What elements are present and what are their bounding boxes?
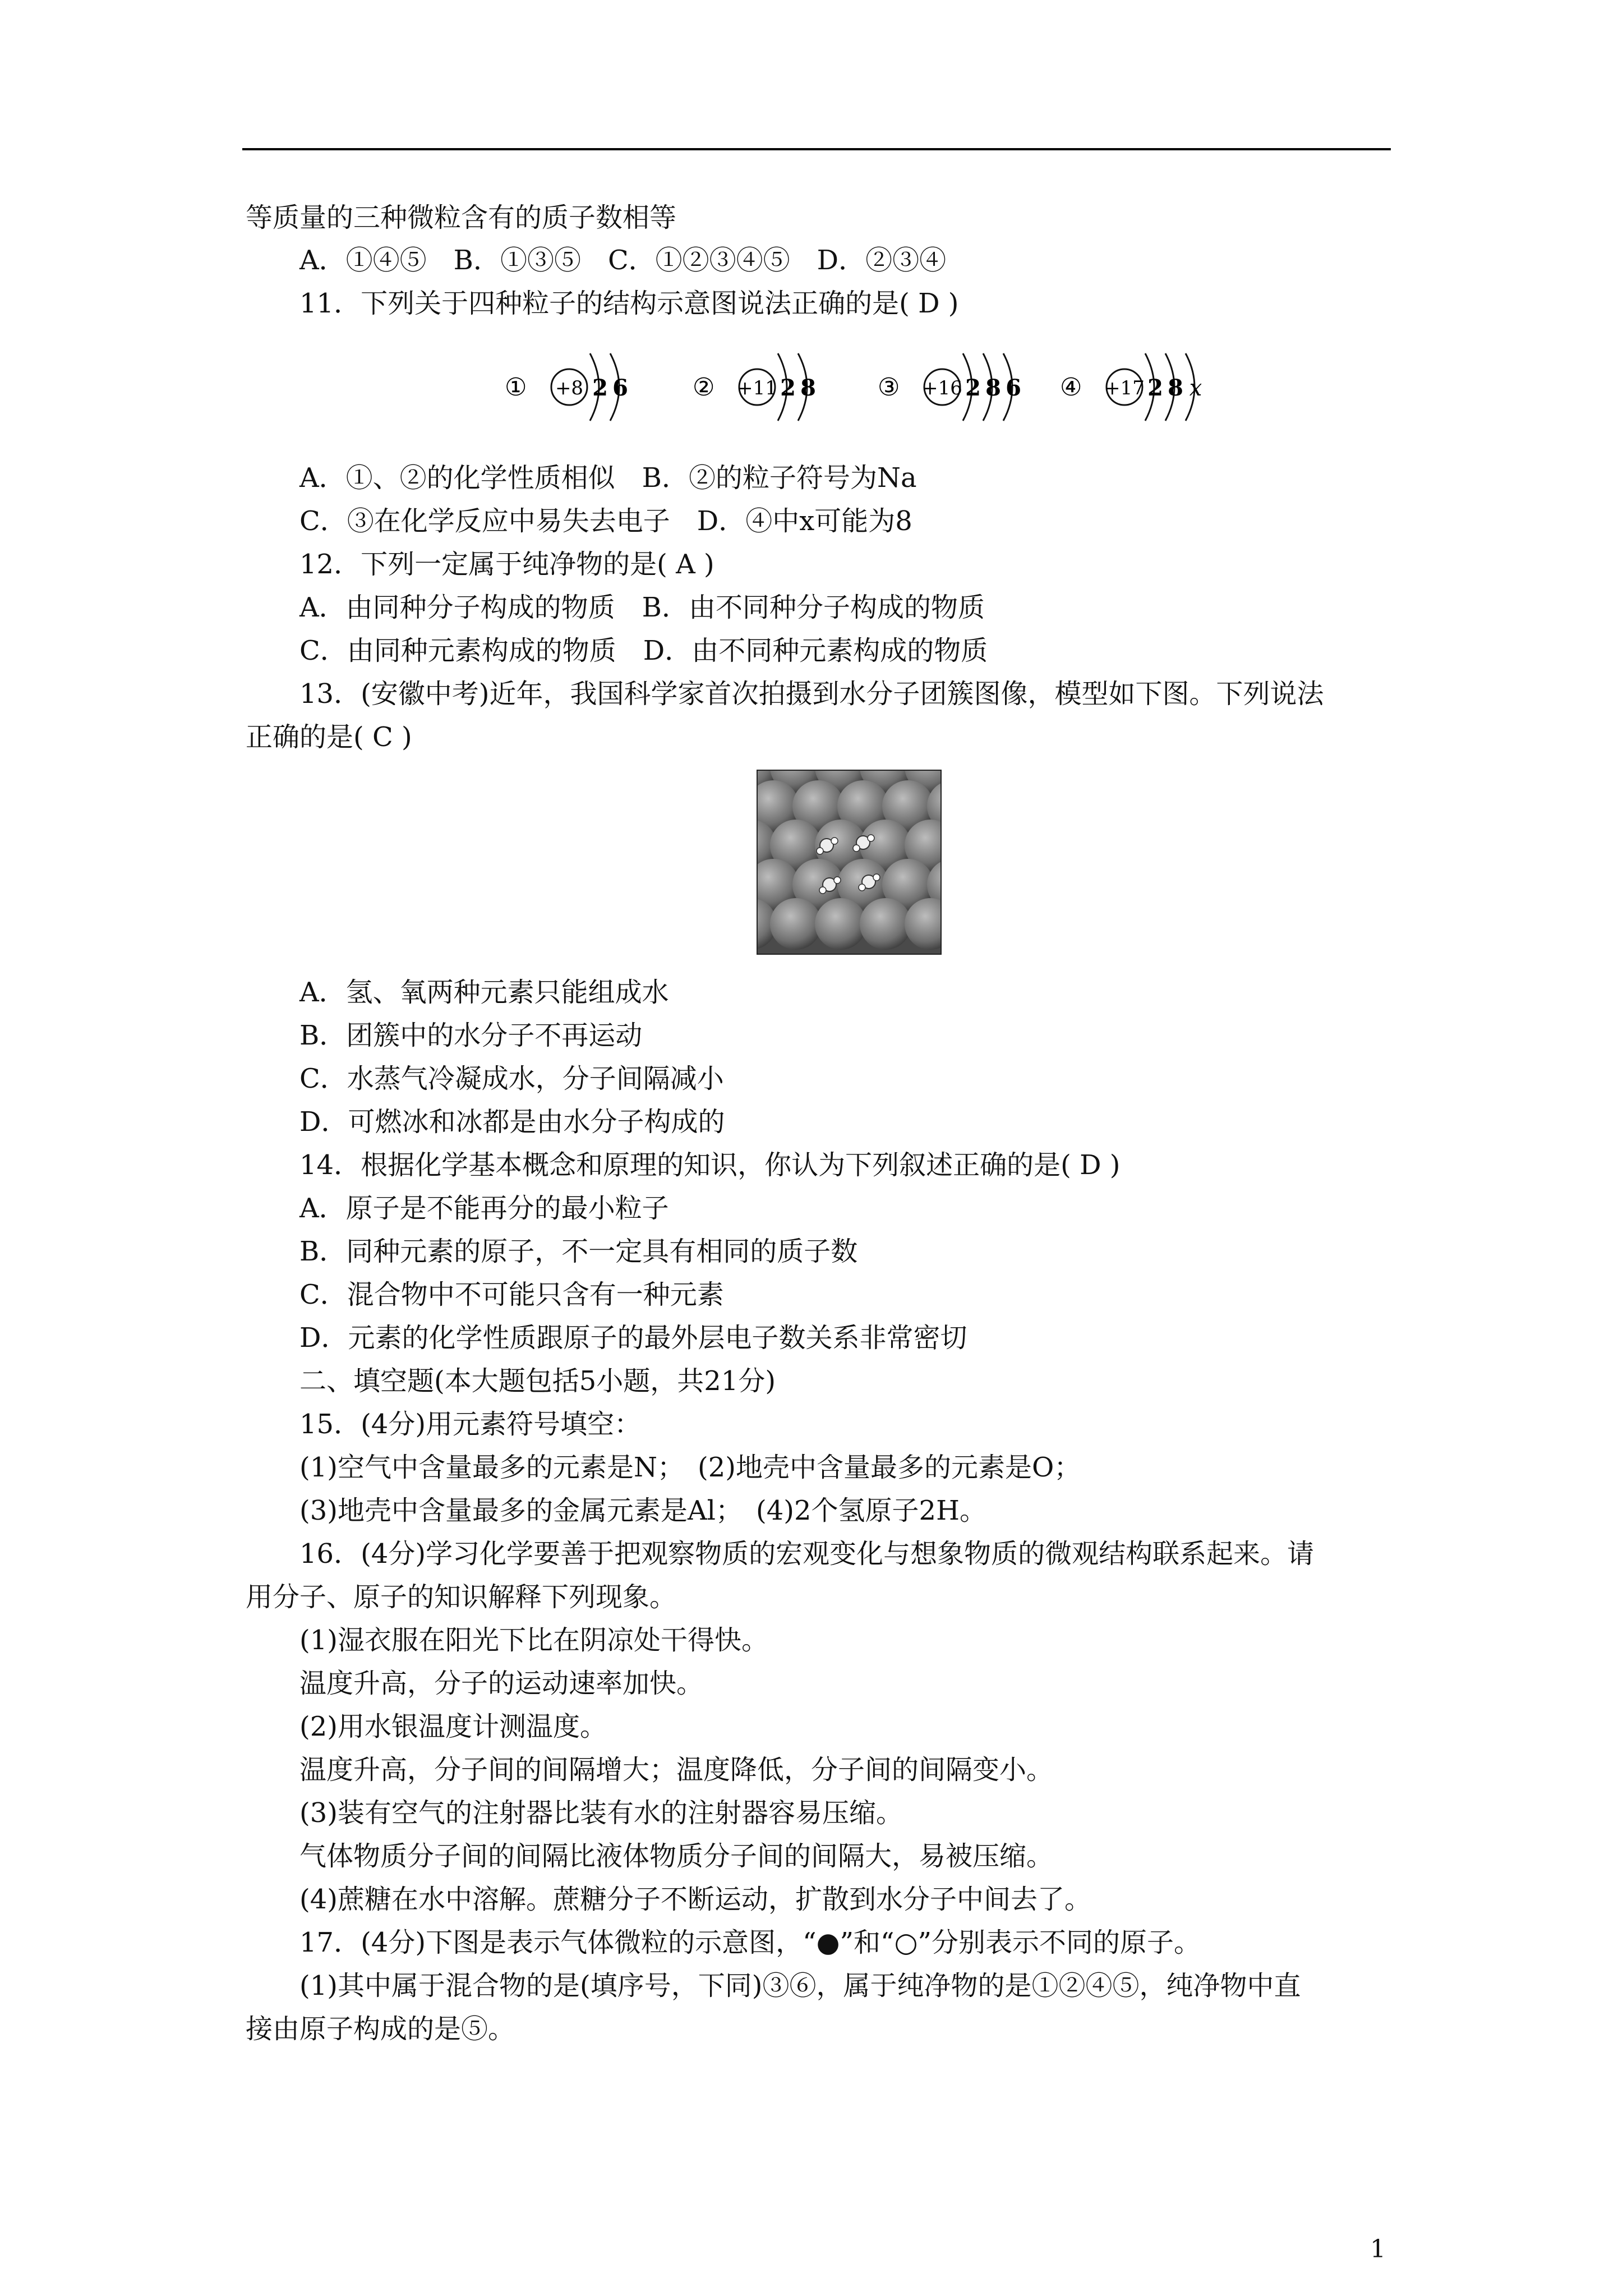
text-line: 14．根据化学基本概念和原理的知识，你认为下列叙述正确的是( D ): [299, 1149, 1121, 1181]
text-line: 温度升高，分子的运动速率加快。: [299, 1668, 704, 1699]
electron-count: 2: [1147, 375, 1163, 401]
header-rule: [242, 148, 1391, 150]
text-line: C．混合物中不可能只含有一种元素: [299, 1279, 724, 1310]
text-line: A．原子是不能再分的最小粒子: [299, 1193, 669, 1224]
page-number: 1: [1370, 2235, 1386, 2263]
text-line: D．可燃冰和冰都是由水分子构成的: [299, 1106, 725, 1138]
atom-diagram: [505, 353, 628, 421]
text-line: (4)蔗糖在水中溶解。蔗糖分子不断运动，扩散到水分子中间去了。: [299, 1884, 1091, 1915]
atom-diagram: [878, 353, 1021, 421]
nucleus-charge: +8: [555, 377, 584, 399]
text-line: A．由同种分子构成的物质 B．由不同种分子构成的物质: [299, 592, 985, 623]
text-line: 气体物质分子间的间隔比液体物质分子间的间隔大，易被压缩。: [299, 1841, 1054, 1872]
text-line: A．①、②的化学性质相似 B．②的粒子符号为Na: [299, 462, 917, 494]
text-line: (3)装有空气的注射器比装有水的注射器容易压缩。: [299, 1797, 903, 1829]
atom-label: ④: [1060, 373, 1082, 402]
text-line: C．③在化学反应中易失去电子 D．④中x可能为8: [299, 505, 912, 537]
atom-diagram: [693, 353, 816, 421]
text-line: C．水蒸气冷凝成水，分子间隔减小: [299, 1063, 724, 1094]
text-line: B．团簇中的水分子不再运动: [299, 1020, 643, 1051]
text-line: 12．下列一定属于纯净物的是( A ): [299, 549, 714, 580]
hydrogen-atom: [831, 838, 838, 844]
electron-count: x: [1189, 375, 1202, 401]
atom-label: ②: [693, 373, 715, 402]
surface-atom: [770, 898, 822, 950]
text-line: D．元素的化学性质跟原子的最外层电子数关系非常密切: [299, 1322, 967, 1354]
hydrogen-atom: [817, 848, 823, 854]
atom-structure-diagrams: [494, 331, 1245, 438]
atom-label: ①: [505, 373, 527, 402]
water-cluster-image: [757, 770, 942, 955]
hydrogen-atom: [868, 835, 874, 841]
text-line: (1)空气中含量最多的元素是N； (2)地壳中含量最多的元素是O；: [299, 1452, 1081, 1483]
text-line: 17．(4分)下图是表示气体微粒的示意图，“●”和“○”分别表示不同的原子。: [299, 1927, 1201, 1958]
electron-count: 2: [592, 375, 608, 401]
electron-count: 8: [1168, 375, 1183, 401]
text-line: (3)地壳中含量最多的金属元素是Al； (4)2个氢原子2H。: [299, 1495, 986, 1526]
text-line: (1)湿衣服在阳光下比在阴凉处干得快。: [299, 1625, 768, 1656]
electron-count: 2: [965, 375, 981, 401]
nucleus-charge: +17: [1104, 377, 1145, 399]
text-line: C．由同种元素构成的物质 D．由不同种元素构成的物质: [299, 635, 988, 666]
hydrogen-atom: [859, 884, 865, 891]
text-line: 接由原子构成的是⑤。: [246, 2013, 515, 2045]
text-line: B．同种元素的原子，不一定具有相同的质子数: [299, 1236, 858, 1267]
surface-atom: [860, 898, 911, 950]
electron-count: 8: [985, 375, 1001, 401]
text-line: (1)其中属于混合物的是(填序号，下同)③⑥，属于纯净物的是①②④⑤，纯净物中直: [299, 1970, 1301, 2001]
hydrogen-atom: [819, 887, 826, 894]
text-line: 11．下列关于四种粒子的结构示意图说法正确的是( D ): [299, 288, 959, 319]
hydrogen-atom: [873, 874, 880, 881]
electron-count: 8: [800, 375, 816, 401]
text-line: 16．(4分)学习化学要善于把观察物质的宏观变化与想象物质的微观结构联系起来。请: [299, 1538, 1315, 1570]
text-line: A．①④⑤ B．①③⑤ C．①②③④⑤ D．②③④: [299, 245, 947, 276]
electron-count: 2: [780, 375, 796, 401]
text-line: 等质量的三种微粒含有的质子数相等: [246, 202, 677, 233]
nucleus-charge: +11: [737, 377, 777, 399]
text-line: 用分子、原子的知识解释下列现象。: [246, 1581, 677, 1613]
surface-atom: [815, 898, 866, 950]
electron-count: 6: [1006, 375, 1021, 401]
atom-label: ③: [878, 373, 900, 402]
text-line: 温度升高，分子间的间隔增大；温度降低，分子间的间隔变小。: [299, 1754, 1054, 1786]
electron-count: 6: [612, 375, 628, 401]
text-line: 15．(4分)用元素符号填空：: [299, 1409, 642, 1440]
text-line: (2)用水银温度计测温度。: [299, 1711, 607, 1742]
text-line: 13．(安徽中考)近年，我国科学家首次拍摄到水分子团簇图像，模型如下图。下列说法: [299, 678, 1324, 710]
nucleus-charge: +16: [922, 377, 962, 399]
text-line: 二、填空题(本大题包括5小题，共21分): [299, 1365, 776, 1397]
text-line: 正确的是( C ): [246, 721, 412, 753]
hydrogen-atom: [834, 877, 841, 884]
atom-diagram: [1060, 353, 1202, 421]
text-line: A．氢、氧两种元素只能组成水: [299, 977, 669, 1008]
hydrogen-atom: [853, 845, 860, 852]
